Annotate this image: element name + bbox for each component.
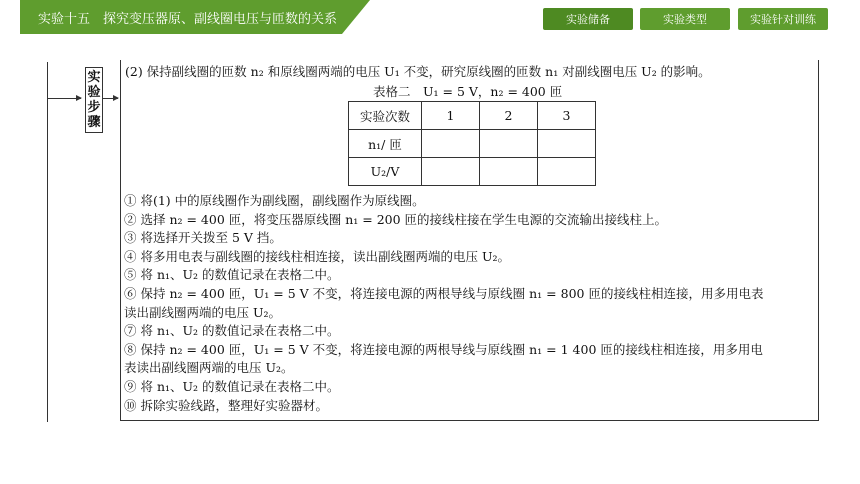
table-header-cell: 2 — [480, 102, 538, 130]
table-cell — [422, 130, 480, 158]
nav-button-preparation[interactable]: 实验储备 — [543, 8, 633, 30]
page-title: 实验十五 探究变压器原、副线圈电压与匝数的关系 — [38, 12, 338, 27]
table-row-label: U₂/V — [349, 158, 422, 186]
step-item: 表读出副线圈两端的电压 U₂。 — [124, 360, 294, 376]
table-row — [349, 158, 596, 186]
nav-button-training[interactable]: 实验针对训练 — [738, 8, 828, 30]
step-item: ⑤ 将 n₁、U₂ 的数值记录在表格二中。 — [124, 267, 340, 283]
table-row — [349, 130, 596, 158]
step-item: ① 将(1) 中的原线圈作为副线圈，副线圈作为原线圈。 — [124, 193, 425, 208]
step-item: 读出副线圈两端的电压 U₂。 — [124, 304, 282, 320]
section-label — [85, 67, 103, 133]
table-row-label: n₁/ 匝 — [349, 130, 422, 158]
table-header-cell: 1 — [422, 102, 480, 130]
flow-line — [47, 62, 48, 422]
table-caption: 表格二 U₁ = 5 V，n₂ = 400 匝 — [373, 84, 563, 99]
table-cell — [480, 158, 538, 186]
step-item: ⑧ 保持 n₂ = 400 匝，U₁ = 5 V 不变，将连接电源的两根导线与原线圈 n₁ = 1 400 匝的接线柱相连接，用多用电 — [124, 341, 763, 357]
step-item: ② 选择 n₂ = 400 匝，将变压器原线圈 n₁ = 200 匝的接线柱接在学生电源的交流输出接线柱上。 — [124, 211, 668, 227]
section-label-text: 实验步骤 — [87, 70, 101, 130]
table-cell — [538, 130, 596, 158]
flow-arrow-icon — [102, 98, 118, 99]
step-item: ⑥ 保持 n₂ = 400 匝，U₁ = 5 V 不变，将连接电源的两根导线与原线圈 n₁ = 800 匝的接线柱相连接，用多用电表 — [124, 285, 764, 301]
table-header-cell: 实验次数 — [349, 102, 422, 130]
table-cell — [480, 130, 538, 158]
table-header-cell: 3 — [538, 102, 596, 130]
table-cell — [538, 158, 596, 186]
table-cell — [422, 158, 480, 186]
top-bar — [0, 0, 860, 34]
nav-button-types[interactable]: 实验类型 — [640, 8, 730, 30]
step-item: ④ 将多用电表与副线圈的接线柱相连接，读出副线圈两端的电压 U₂。 — [124, 248, 510, 264]
table-header-row — [349, 102, 596, 130]
step-item: ⑦ 将 n₁、U₂ 的数值记录在表格二中。 — [124, 323, 340, 339]
steps-list — [124, 192, 816, 415]
intro-text: (2) 保持副线圈的匝数 n₂ 和原线圈两端的电压 U₁ 不变，研究原线圈的匝数 n₁ 对副线圈电压 U₂ 的影响。 — [125, 64, 711, 79]
flow-arrow-icon — [47, 98, 81, 99]
data-table — [348, 101, 596, 186]
step-item: ⑩ 拆除实验线路，整理好实验器材。 — [124, 397, 328, 413]
step-item: ⑨ 将 n₁、U₂ 的数值记录在表格二中。 — [124, 378, 340, 394]
step-item: ③ 将选择开关拨至 5 V 挡。 — [124, 230, 282, 246]
content-box — [120, 60, 819, 421]
